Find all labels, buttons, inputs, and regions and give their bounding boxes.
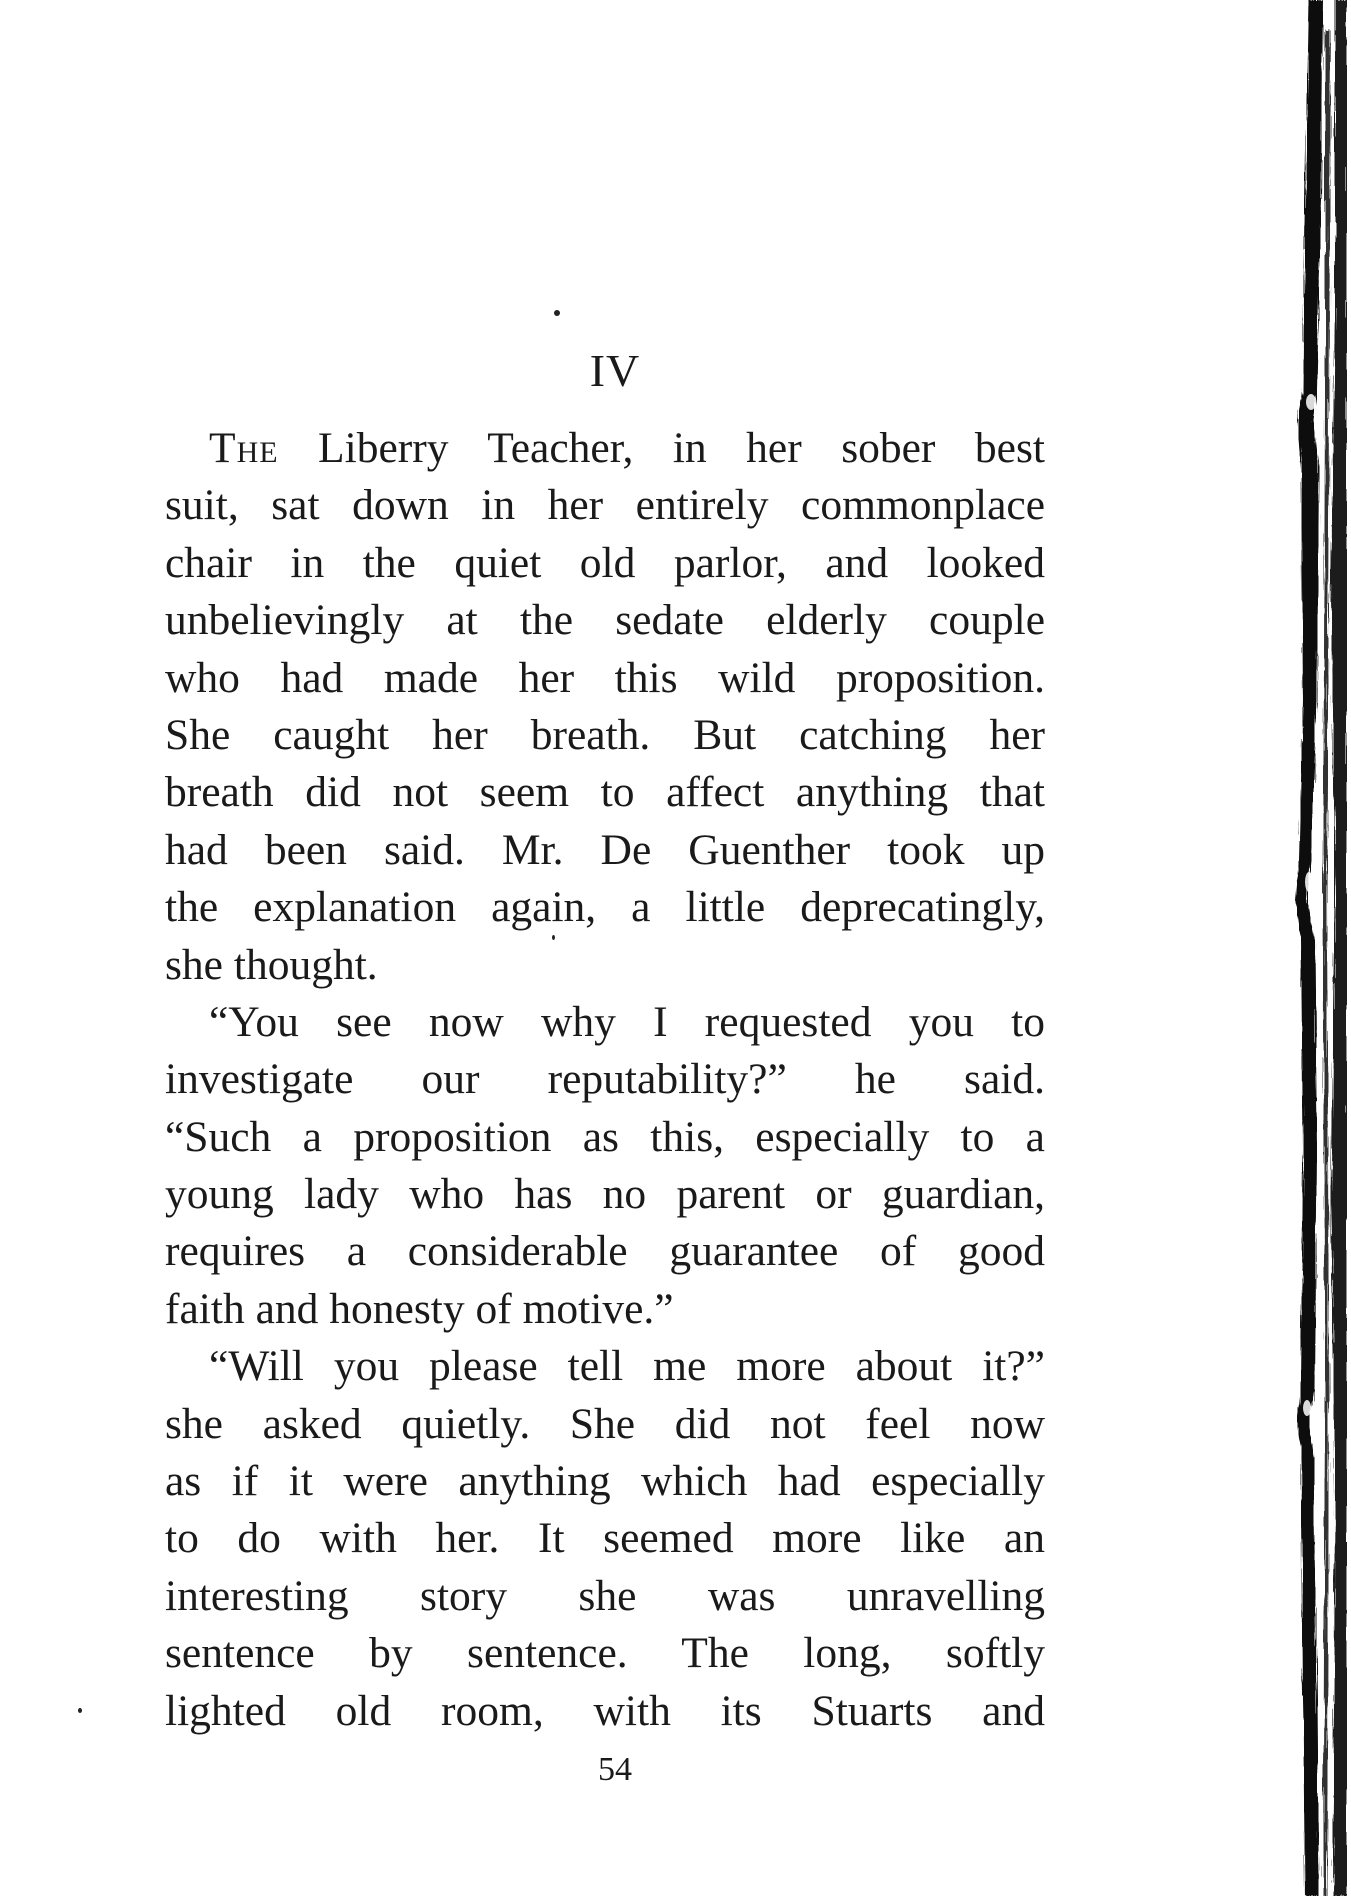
text-line: to do with her. It seemed more like an [165, 1514, 1045, 1563]
text-line: she thought. [165, 940, 378, 989]
text-line: faith and honesty of motive.” [165, 1284, 674, 1333]
drop-lead-word: The [209, 424, 279, 472]
text-line: “Such a proposition as this, especially to a [165, 1112, 1045, 1161]
text-line: sentence by sentence. The long, softly [165, 1629, 1045, 1678]
text-line: lighted old room, with its Stuarts and [165, 1686, 1045, 1735]
binding-edge-decoration [1251, 0, 1351, 1896]
text-line: unbelievingly at the sedate elderly couple [165, 596, 1045, 645]
text-line: “Will you please tell me more about it?” [209, 1342, 1045, 1391]
chapter-heading: IV [589, 345, 641, 396]
text-line: The Liberry Teacher, in her sober best [209, 424, 1045, 472]
text-line: “You see now why I requested you to [209, 997, 1045, 1046]
text-line: investigate our reputability?” he said. [165, 1055, 1045, 1104]
text-line: She caught her breath. But catching her [165, 710, 1045, 759]
ink-speck [78, 1708, 82, 1713]
ink-speck [554, 310, 560, 316]
text-line: interesting story she was unravelling [165, 1571, 1045, 1620]
text-line: as if it were anything which had especially [165, 1457, 1045, 1506]
text-line: who had made her this wild proposition. [165, 653, 1045, 702]
body-text [165, 420, 1045, 1740]
text-line: had been said. Mr. De Guenther took up [165, 825, 1045, 874]
text-line: young lady who has no parent or guardian, [165, 1170, 1045, 1219]
text-line: chair in the quiet old parlor, and looked [165, 538, 1045, 587]
text-line: suit, sat down in her entirely commonplace [165, 481, 1045, 530]
page-number: 54 [598, 1751, 632, 1788]
text-line: the explanation again, a little deprecatingly, [165, 883, 1045, 932]
text-line: requires a considerable guarantee of good [165, 1227, 1045, 1276]
text-line: she asked quietly. She did not feel now [165, 1399, 1045, 1448]
text-line: breath did not seem to affect anything that [165, 768, 1045, 817]
